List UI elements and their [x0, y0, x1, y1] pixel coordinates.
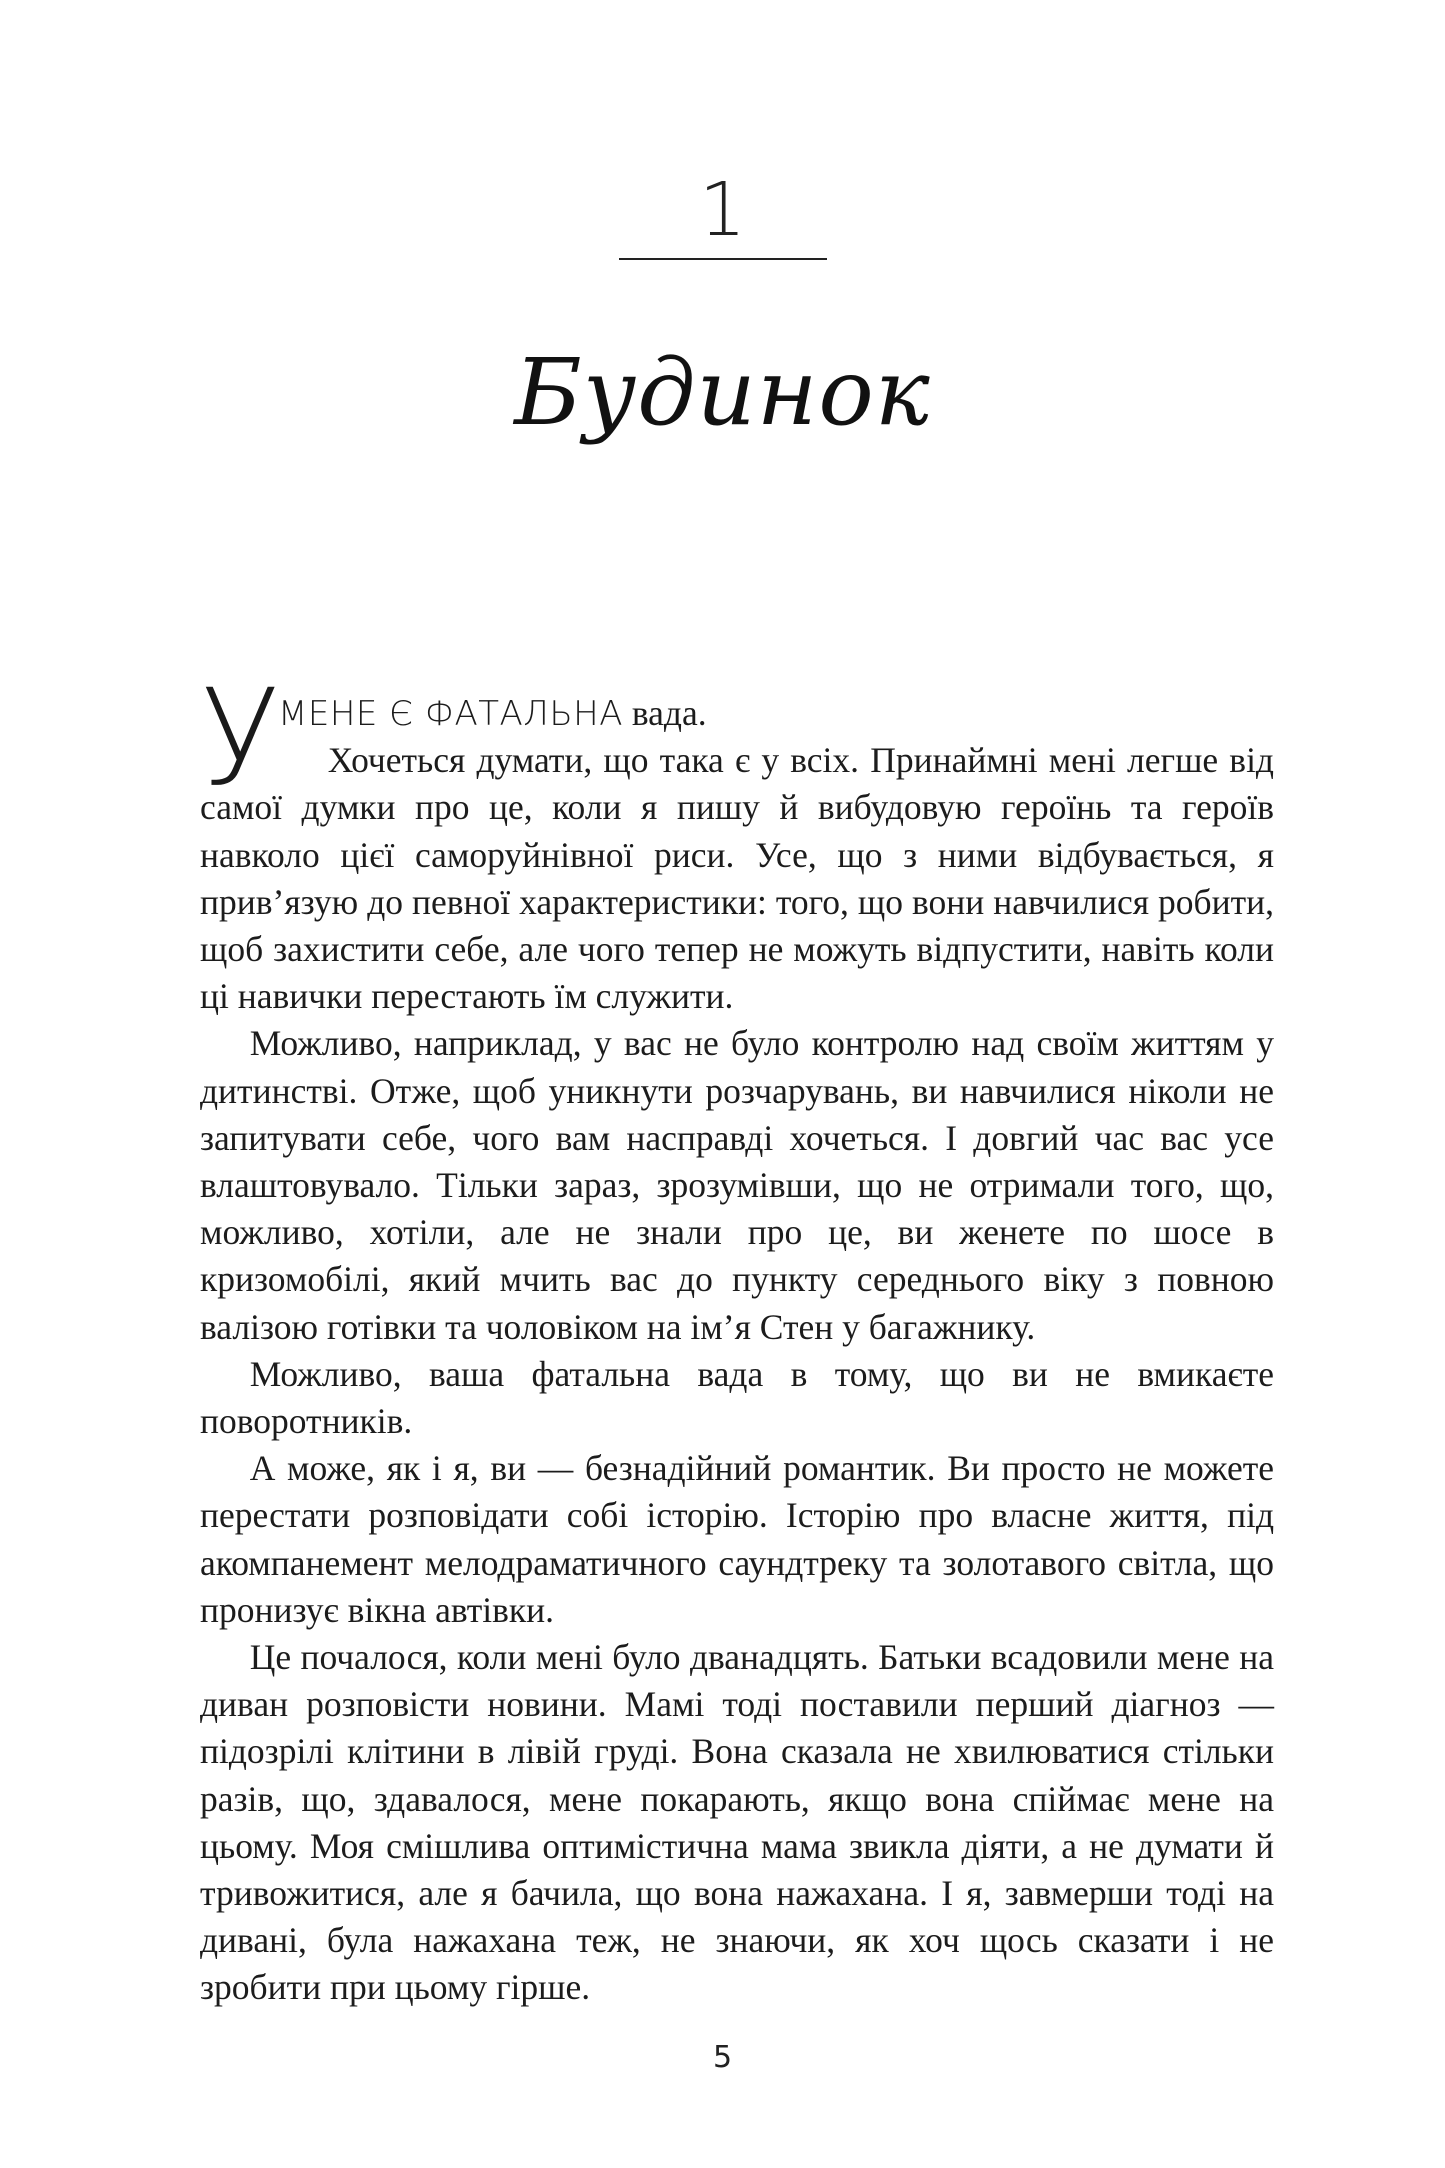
- opening-block: [200, 661, 1274, 1020]
- chapter-number: 1: [698, 167, 747, 253]
- opening-rest: вада.: [622, 693, 707, 733]
- opening-small-caps: МЕНЕ Є ФАТАЛЬНА: [278, 694, 623, 734]
- paragraph: Хочеться думати, що така є у всіх. Принаймні мені легше від самої думки про це, коли я пишу й вибудовую героїнь та героїв навколо цієї саморуйнівної риси. Усе, що з ними відбувається, я прив’язую до певної характеристики: того, що вони навчилися робити, щоб захистити себе, але чого тепер не можуть відпустити, навіть коли ці навички перестають їм служити.: [200, 740, 1274, 1017]
- page-number: 5: [712, 2040, 733, 2075]
- paragraph: А може, як і я, ви — безнадійний романтик. Ви просто не можете перестати розповідати собі історію. Історію про власне життя, під акомпанемент мелодраматичного саундтреку та золотавого світла, що пронизує вікна автівки.: [200, 1448, 1274, 1630]
- chapter-divider: [619, 258, 827, 260]
- paragraph: Це почалося, коли мені було дванадцять. Батьки всадовили мене на диван розповісти новини. Мамі тоді поставили перший діагноз — підозрілі клітини в лівій груді. Вона сказала не хвилюватися стільки разів, що, здавалося, мене покарають, якщо вона спіймає мене на цьому. Моя смішлива оптимістична мама звикла діяти, а не думати й тривожитися, але я бачила, що вона нажахана. І я, завмерши тоді на дивані, була нажахана теж, не знаючи, як хоч щось сказати і не зробити при цьому гірше.: [200, 1637, 1274, 2008]
- chapter-body: [200, 661, 1274, 2012]
- drop-cap: У: [200, 661, 281, 815]
- paragraph: Можливо, ваша фатальна вада в тому, що ви не вмикаєте поворотників.: [200, 1353, 1274, 1442]
- opening-line: [200, 690, 1274, 737]
- chapter-title: Будинок: [514, 339, 931, 446]
- paragraph: Можливо, наприклад, у вас не було контролю над своїм життям у дитинстві. Отже, щоб уникнути розчарувань, ви навчилися ніколи не запитувати себе, чого вам насправді хочеться. І довгий час вас усе влаштовувало. Тільки зараз, зрозумівши, що не отримали того, що, можливо, хотіли, але не знали про це, ви женете по шосе в кризомобілі, який мчить вас до пункту середнього віку з повною валізою готівки та чоловіком на ім’я Стен у багажнику.: [200, 1023, 1274, 1347]
